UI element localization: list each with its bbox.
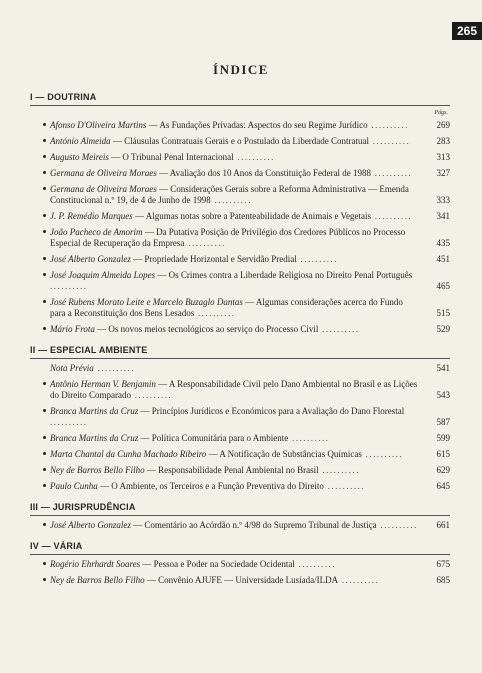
- entry-title: — Da Putativa Posição de Privilégio dos Credores Públicos no Processo Especial de Recuperação da Empresa: [50, 227, 406, 248]
- entry-page-number: 615: [436, 449, 450, 459]
- toc-entry: [30, 254, 450, 265]
- toc-entry: [30, 168, 450, 179]
- toc-entry: [30, 184, 450, 206]
- toc-entry: [30, 433, 450, 444]
- section-heading: II — ESPECIAL AMBIENTE: [30, 345, 450, 359]
- entry-author: Mário Frota: [50, 324, 95, 334]
- bullet-mark-icon: [43, 139, 46, 142]
- entry-text: [50, 465, 418, 476]
- bullet-mark-icon: [43, 452, 46, 455]
- entry-author: Branca Martins da Cruz: [50, 406, 139, 416]
- entry-title: — Cláusulas Contratuais Gerais e o Postulado da Liberdade Contratual: [110, 136, 370, 146]
- entry-page-number: 541: [436, 363, 450, 373]
- toc-entry: [30, 152, 450, 163]
- toc-entry: [30, 481, 450, 492]
- entry-page-number: 327: [436, 168, 450, 178]
- entry-title: — Convênio AJUFE — Universidade Lusíada/ILDA: [144, 575, 339, 585]
- toc-entry: [30, 120, 450, 131]
- entry-text: [50, 481, 418, 492]
- entry-text: [50, 363, 418, 374]
- bullet-mark-icon: [43, 123, 46, 126]
- toc-entry: [30, 520, 450, 531]
- entry-title: — Responsabilidade Penal Ambiental no Brasil: [144, 465, 319, 475]
- table-of-contents: [30, 92, 450, 596]
- bullet-mark-icon: [43, 562, 46, 565]
- entry-author: Nota Prévia: [50, 363, 94, 373]
- dot-leader: ..........: [361, 449, 404, 459]
- bullet-mark-icon: [43, 327, 46, 330]
- entry-text: [50, 254, 418, 265]
- entry-title: — O Tribunal Penal Internacional: [108, 152, 234, 162]
- entry-title: — Propriedade Horizontal e Servidão Predial: [130, 254, 297, 264]
- dot-leader: ..........: [371, 211, 413, 221]
- toc-section: [30, 92, 450, 335]
- entry-text: [50, 406, 418, 428]
- toc-section: [30, 541, 450, 586]
- bullet-mark-icon: [43, 484, 46, 487]
- entry-text: [50, 449, 418, 460]
- entry-title: — O Ambiente, os Terceiros e a Função Preventiva do Direito: [97, 481, 324, 491]
- entry-title: — Os Crimes contra a Liberdade Religiosa no Direito Penal Português: [155, 270, 413, 280]
- dot-leader: ..........: [93, 363, 135, 373]
- toc-entry: [30, 363, 450, 374]
- entry-page-number: 645: [436, 481, 450, 491]
- entry-author: José Alberto Gonzalez: [50, 254, 131, 264]
- dot-leader: ..........: [50, 417, 88, 427]
- entry-text: [50, 152, 418, 163]
- bullet-mark-icon: [43, 409, 46, 412]
- entry-text: [50, 168, 418, 179]
- bullet-mark-icon: [43, 171, 46, 174]
- entry-text: [50, 120, 418, 131]
- entry-author: Ney de Barros Bello Filho: [50, 465, 145, 475]
- entry-page-number: 587: [436, 417, 450, 427]
- entry-author: Paulo Cunha: [50, 481, 98, 491]
- entry-text: [50, 184, 418, 206]
- entry-title: — Os novos meios tecnológicos ao serviço do Processo Civil: [94, 324, 319, 334]
- dot-leader: ..........: [371, 168, 413, 178]
- entry-text: [50, 227, 418, 249]
- page-title: ÍNDICE: [213, 62, 269, 77]
- dot-leader: ..........: [318, 465, 360, 475]
- toc-entry: [30, 324, 450, 335]
- entry-text: [50, 211, 418, 222]
- dot-leader: ..........: [338, 575, 380, 585]
- entry-title: — Pessoa e Poder na Sociedade Ocidental: [140, 559, 295, 569]
- toc-entry: [30, 465, 450, 476]
- entry-author: Germana de Oliveira Moraes: [50, 168, 157, 178]
- entry-author: José Rubens Morato Leite e Marcelo Buzaglo Dantas: [50, 297, 243, 307]
- entry-title: — A Responsabilidade Civil pelo Dano Ambiental no Brasil e as Lições do Direito Comparado: [50, 379, 418, 400]
- dot-leader: ..........: [323, 481, 366, 491]
- entry-text: [50, 559, 418, 570]
- entry-author: Antônio Herman V. Benjamin: [50, 379, 156, 389]
- dot-leader: ..........: [184, 238, 226, 248]
- entry-page-number: 283: [436, 136, 450, 146]
- dot-leader: ..........: [50, 281, 88, 291]
- entry-page-number: 529: [436, 324, 450, 334]
- bullet-mark-icon: [43, 523, 46, 526]
- entry-page-number: 661: [436, 520, 450, 530]
- pages-column-label: Págs.: [434, 110, 448, 116]
- bullet-mark-icon: [43, 578, 46, 581]
- entry-page-number: 435: [436, 238, 450, 248]
- bullet-mark-icon: [43, 155, 46, 158]
- entry-author: Ney de Barros Bello Filho: [50, 575, 145, 585]
- entry-text: [50, 433, 418, 444]
- entry-text: [50, 297, 418, 319]
- entry-page-number: 451: [436, 254, 450, 264]
- entry-title: — A Notificação de Substâncias Químicas: [206, 449, 362, 459]
- entry-text: [50, 136, 418, 147]
- dot-leader: ..........: [210, 195, 253, 205]
- toc-entry: [30, 406, 450, 428]
- entry-author: Rogério Ehrhardt Soares: [50, 559, 141, 569]
- entry-page-number: 313: [436, 152, 450, 162]
- entry-text: [50, 379, 418, 401]
- entry-text: [50, 575, 418, 586]
- entry-author: João Pacheco de Amorim: [50, 227, 143, 237]
- toc-entry: [30, 297, 450, 319]
- bullet-mark-icon: [43, 382, 46, 385]
- dot-leader: ..........: [288, 433, 330, 443]
- entry-author: António Almeida: [50, 136, 111, 146]
- toc-entry: [30, 227, 450, 249]
- entry-author: Marta Chantal da Cunha Machado Ribeiro: [50, 449, 207, 459]
- entry-title: — As Fundações Privadas: Aspectos do seu Regime Jurídico: [146, 120, 368, 130]
- page-number: 265: [452, 22, 482, 40]
- dot-leader: ..........: [367, 120, 409, 130]
- section-heading: III — JURISPRUDÊNCIA: [30, 502, 450, 516]
- dot-leader: ..........: [294, 559, 337, 569]
- entry-page-number: 599: [436, 433, 450, 443]
- entry-author: José Joaquim Almeida Lopes: [50, 270, 156, 280]
- entry-author: Afonso D'Oliveira Martins: [50, 120, 147, 130]
- entry-page-number: 675: [436, 559, 450, 569]
- entry-title: — Comentário ao Acórdão n.º 4/98 do Supremo Tribunal de Justiça: [130, 520, 377, 530]
- dot-leader: ..........: [130, 390, 173, 400]
- entry-title: — Política Comunitária para o Ambiente: [138, 433, 289, 443]
- entry-author: José Alberto Gonzalez: [50, 520, 131, 530]
- toc-entry: [30, 379, 450, 401]
- toc-section: [30, 345, 450, 492]
- toc-entry: [30, 449, 450, 460]
- entry-page-number: 269: [436, 120, 450, 130]
- entry-author: Augusto Meireis: [50, 152, 109, 162]
- dot-leader: ..........: [296, 254, 339, 264]
- dot-leader: ..........: [233, 152, 275, 162]
- bullet-mark-icon: [43, 300, 46, 303]
- entry-page-number: 685: [436, 575, 450, 585]
- dot-leader: ..........: [376, 520, 418, 530]
- entry-title: — Princípios Jurídicos e Económicos para a Avaliação do Dano Florestal: [138, 406, 405, 416]
- bullet-mark-icon: [43, 257, 46, 260]
- toc-entry: [30, 211, 450, 222]
- dot-leader: ..........: [369, 136, 411, 146]
- entry-author: Branca Martins da Cruz: [50, 433, 139, 443]
- entry-page-number: 515: [436, 308, 450, 318]
- bullet-mark-icon: [43, 187, 46, 190]
- entry-page-number: 629: [436, 465, 450, 475]
- entry-author: J. P. Remédio Marques: [50, 211, 133, 221]
- entry-text: [50, 520, 418, 531]
- entry-page-number: 333: [436, 195, 450, 205]
- bullet-mark-icon: [43, 214, 46, 217]
- dot-leader: ..........: [318, 324, 360, 334]
- bullet-mark-icon: [43, 436, 46, 439]
- section-heading: I — DOUTRINA: [30, 92, 450, 106]
- toc-entry: [30, 559, 450, 570]
- entry-page-number: 543: [436, 390, 450, 400]
- bullet-mark-icon: [43, 273, 46, 276]
- entry-title: — Algumas considerações acerca do Fundo para a Reconstituição dos Bens Lesados: [50, 297, 403, 318]
- entry-page-number: 341: [436, 211, 450, 221]
- entry-text: [50, 270, 418, 292]
- dot-leader: ..........: [194, 308, 236, 318]
- entry-author: Germana de Oliveira Moraes: [50, 184, 157, 194]
- entry-title: — Algumas notas sobre a Patenteabilidade de Animais e Vegetais: [132, 211, 372, 221]
- toc-section: [30, 502, 450, 531]
- entry-title: — Avaliação dos 10 Anos da Constituição Federal de 1988: [156, 168, 372, 178]
- entry-title: — Considerações Gerais sobre a Reforma Administrativa — Emenda Constitucional n.º 19, de 4 de Junho de 1998: [50, 184, 409, 205]
- entry-page-number: 465: [436, 281, 450, 291]
- bullet-mark-icon: [43, 468, 46, 471]
- entry-text: [50, 324, 418, 335]
- bullet-mark-icon: [43, 230, 46, 233]
- toc-entry: [30, 575, 450, 586]
- section-heading: IV — VÁRIA: [30, 541, 450, 555]
- toc-entry: [30, 136, 450, 147]
- toc-entry: [30, 270, 450, 292]
